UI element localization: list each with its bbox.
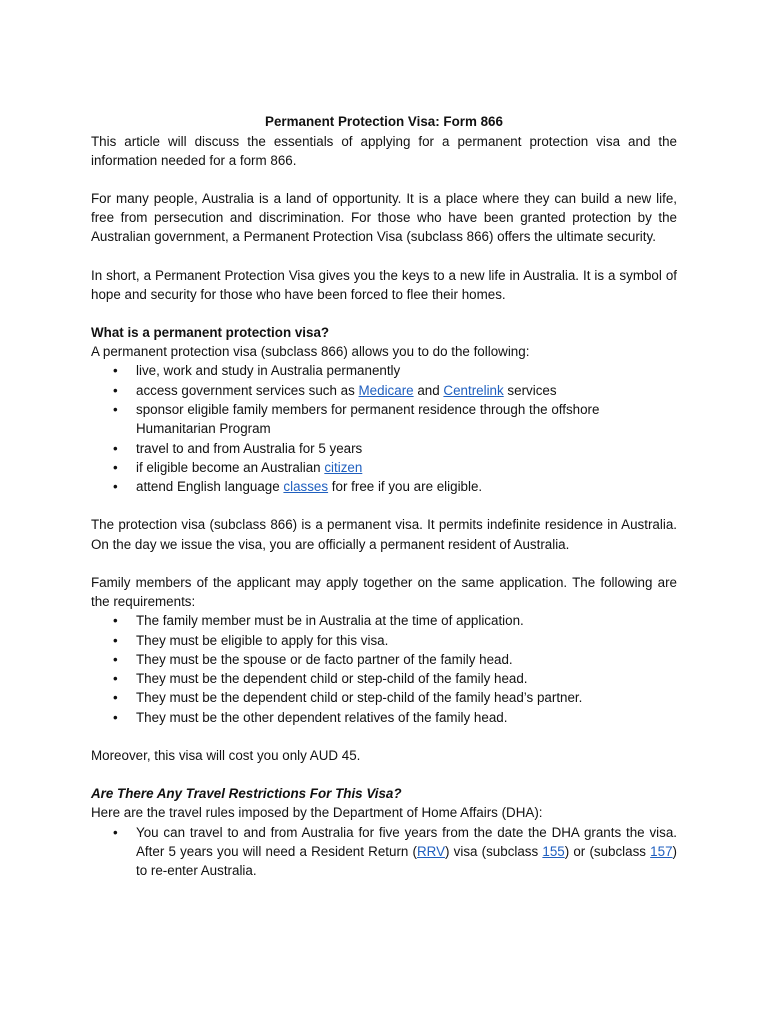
bullet-icon: • [113,613,118,629]
list-item-text: and [413,382,444,398]
list-item-text: ) visa (subclass [445,843,543,859]
rrv-link[interactable]: RRV [416,843,446,859]
list-item-text: attend English language [136,479,284,495]
list-item-text: ) or (subclass [564,843,651,859]
centrelink-link[interactable]: Centrelink [443,382,504,398]
list-item-text: The family member must be in Australia at the time of application. [136,613,524,629]
short-paragraph: In short, a Permanent Protection Visa gives you the keys to a new life in Australia. It is a symbol of hope and security for those who have been forced to flee their homes. [91,267,677,302]
bullet-icon: • [113,459,118,475]
list-item-text: ) to re-enter Australia. [136,843,677,879]
list-item [91,439,677,458]
list-item-text: They must be eligible to apply for this visa. [136,632,389,648]
bullet-icon: • [113,401,118,417]
bullet-icon: • [113,709,118,725]
travel-lead: Here are the travel rules imposed by the Department of Home Affairs (DHA): [91,805,543,821]
list-item [91,669,677,688]
what-is-lead: A permanent protection visa (subclass 866) allows you to do the following: [91,344,530,360]
list-item [91,708,677,727]
list-item [91,458,677,477]
list-item-text: They must be the spouse or de facto partner of the family head. [136,651,513,667]
list-item-text: for free if you are eligible. [328,479,483,495]
family-requirements-list [91,611,677,727]
bullet-icon: • [113,479,118,495]
spacer [91,247,677,266]
list-item-text: services [503,382,557,398]
list-item [91,611,677,630]
spacer [91,727,677,746]
list-item [91,650,677,669]
opportunity-paragraph: For many people, Australia is a land of opportunity. It is a place where they can build a new life, free from persecution and discrimination. For those who have been granted protection by the Australian government, a Permanent Protection Visa (subclass 866) offers the ultimate security. [91,190,677,245]
bullet-icon: • [113,382,118,398]
bullet-icon: • [113,632,118,648]
list-item [91,361,677,380]
intro-paragraph: This article will discuss the essentials of applying for a permanent protection visa and the information needed for a form 866. [91,133,677,168]
spacer [91,496,677,515]
list-item [91,631,677,650]
what-is-heading: What is a permanent protection visa? [91,324,330,340]
spacer [91,304,677,323]
bullet-icon: • [113,363,118,379]
list-item [91,477,677,496]
travel-heading: Are There Any Travel Restrictions For This Visa? [91,786,402,802]
document-title: Permanent Protection Visa: Form 866 [265,114,503,129]
list-item-text: if eligible become an Australian [136,459,325,475]
list-item-text: access government services such as [136,382,359,398]
bullet-icon: • [113,671,118,687]
bullet-icon: • [113,440,118,456]
bullet-icon: • [113,651,118,667]
list-item-text: live, work and study in Australia permanently [136,363,401,379]
citizen-link[interactable]: citizen [324,459,363,475]
bullet-icon: • [113,690,118,706]
subclass-155-link[interactable]: 155 [542,843,565,859]
cost-paragraph: Moreover, this visa will cost you only AUD 45. [91,748,361,763]
list-item-text: They must be the other dependent relatives of the family head. [136,709,508,725]
permanent-paragraph: The protection visa (subclass 866) is a permanent visa. It permits indefinite residence in Australia. On the day we issue the visa, you are officially a permanent resident of Australia. [91,517,677,552]
list-item-text: They must be the dependent child or step-child of the family head’s partner. [136,690,583,706]
spacer [91,554,677,573]
spacer [91,170,677,189]
classes-link[interactable]: classes [283,479,329,495]
medicare-link[interactable]: Medicare [358,382,414,398]
list-item-text: You can travel to and from Australia for five years from the date the DHA grants the visa. After 5 years you will need a Resident Return ( [136,824,677,859]
list-item-text: They must be the dependent child or step-child of the family head. [136,671,528,687]
list-item-text: travel to and from Australia for 5 years [136,440,363,456]
benefits-list [91,361,677,496]
list-item [91,400,677,439]
subclass-157-link[interactable]: 157 [650,843,673,859]
family-paragraph: Family members of the applicant may apply together on the same application. The following are the requirements: [91,574,677,610]
travel-rules-list [91,823,677,881]
spacer [91,765,677,784]
list-item [91,823,677,881]
bullet-icon: • [113,824,118,840]
list-item [91,381,677,400]
list-item-text: sponsor eligible family members for permanent residence through the offshore Humanitarian Program [136,401,600,437]
list-item [91,688,677,707]
